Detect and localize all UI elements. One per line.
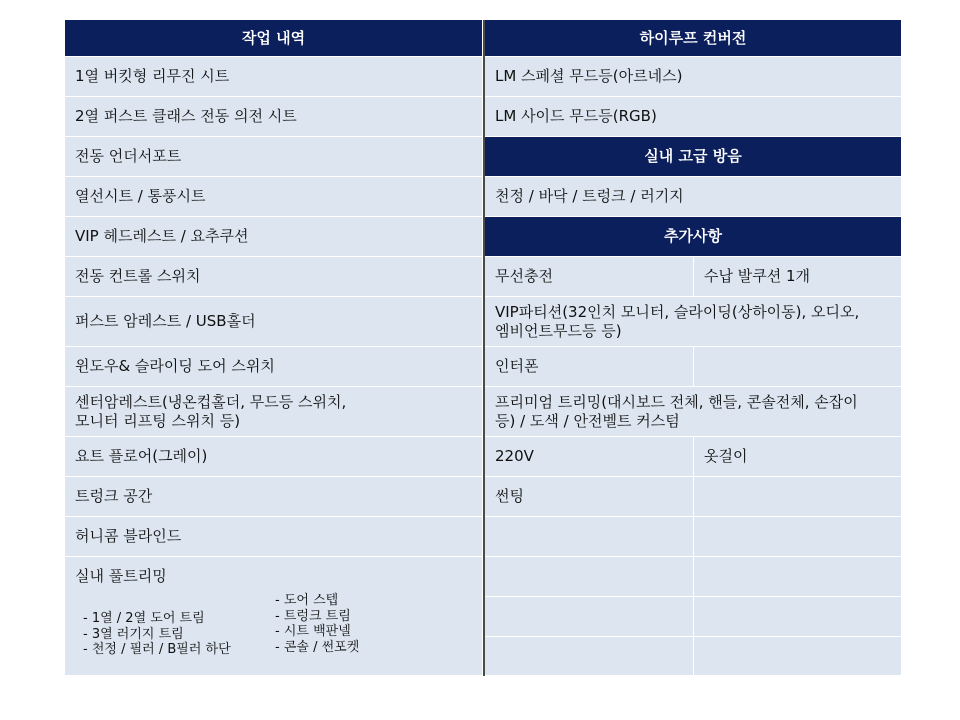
trim-item: - 천정 / 필러 / B필러 하단	[83, 642, 231, 657]
extra-a2-line2: 엠비언트무드등 등)	[495, 321, 622, 340]
trim-item: - 시트 백판넬	[275, 624, 351, 639]
left-row-4: 열선시트 / 통풍시트	[65, 177, 483, 217]
column-divider	[483, 20, 485, 676]
extra-a4-line2: 등) / 도색 / 안전벨트 커스텀	[495, 411, 680, 430]
right-header-extras: 추가사항	[485, 217, 902, 257]
left-row-7: 퍼스트 암레스트 / USB홀더	[65, 297, 483, 347]
extra-b3	[694, 347, 902, 387]
extra-a6: 썬팅	[485, 477, 694, 517]
left-row-3: 전동 언더서포트	[65, 137, 483, 177]
left-row-10: 요트 플로어(그레이)	[65, 437, 483, 477]
right-header-soundproof: 실내 고급 방음	[485, 137, 902, 177]
empty-a7	[485, 517, 694, 557]
extra-a2-line1: VIP파티션(32인치 모니터, 슬라이딩(상하이동), 오디오,	[495, 302, 860, 321]
conv-row-1: LM 스페셜 무드등(아르네스)	[485, 57, 902, 97]
extra-a3: 인터폰	[485, 347, 694, 387]
trim-item: - 1열 / 2열 도어 트림	[83, 611, 205, 626]
left-row-12: 허니콤 블라인드	[65, 517, 483, 557]
extra-b5: 옷걸이	[694, 437, 902, 477]
extra-a2	[485, 297, 902, 347]
empty-b8	[694, 557, 902, 597]
extra-b1: 수납 발쿠션 1개	[694, 257, 902, 297]
work-table	[65, 20, 902, 676]
conv-row-2: LM 사이드 무드등(RGB)	[485, 97, 902, 137]
empty-a10	[485, 637, 694, 676]
left-row-2: 2열 퍼스트 클래스 전동 의전 시트	[65, 97, 483, 137]
right-header-conversion: 하이루프 컨버전	[485, 20, 902, 57]
left-header: 작업 내역	[65, 20, 483, 57]
extra-a5: 220V	[485, 437, 694, 477]
trim-list-b	[275, 593, 359, 655]
extra-a1: 무선충전	[485, 257, 694, 297]
left-row-11: 트렁크 공간	[65, 477, 483, 517]
trim-item: - 콘솔 / 썬포켓	[275, 639, 360, 655]
empty-b9	[694, 597, 902, 637]
left-row-13	[65, 557, 483, 676]
trim-item: - 트렁크 트림	[275, 608, 351, 624]
empty-b7	[694, 517, 902, 557]
left-row-1: 1열 버킷형 리무진 시트	[65, 57, 483, 97]
trim-item: - 3열 러기지 트림	[83, 626, 184, 642]
extra-a4-line1: 프리미엄 트리밍(대시보드 전체, 핸들, 콘솔전체, 손잡이	[495, 392, 858, 411]
left-row-8: 윈도우& 슬라이딩 도어 스위치	[65, 347, 483, 387]
extra-a4	[485, 387, 902, 437]
trim-title: 실내 풀트리밍	[75, 567, 167, 585]
left-row-9-line1: 센터암레스트(냉온컵홀더, 무드등 스위치,	[75, 392, 347, 411]
trim-item: - 도어 스텝	[275, 593, 339, 608]
trim-list-a	[83, 611, 231, 658]
left-row-5: VIP 헤드레스트 / 요추쿠션	[65, 217, 483, 257]
left-row-6: 전동 컨트롤 스위치	[65, 257, 483, 297]
extra-b6	[694, 477, 902, 517]
empty-b10	[694, 637, 902, 676]
left-row-9-line2: 모니터 리프팅 스위치 등)	[75, 411, 241, 430]
empty-a9	[485, 597, 694, 637]
empty-a8	[485, 557, 694, 597]
left-row-9	[65, 387, 483, 437]
sound-row: 천정 / 바닥 / 트렁크 / 러기지	[485, 177, 902, 217]
